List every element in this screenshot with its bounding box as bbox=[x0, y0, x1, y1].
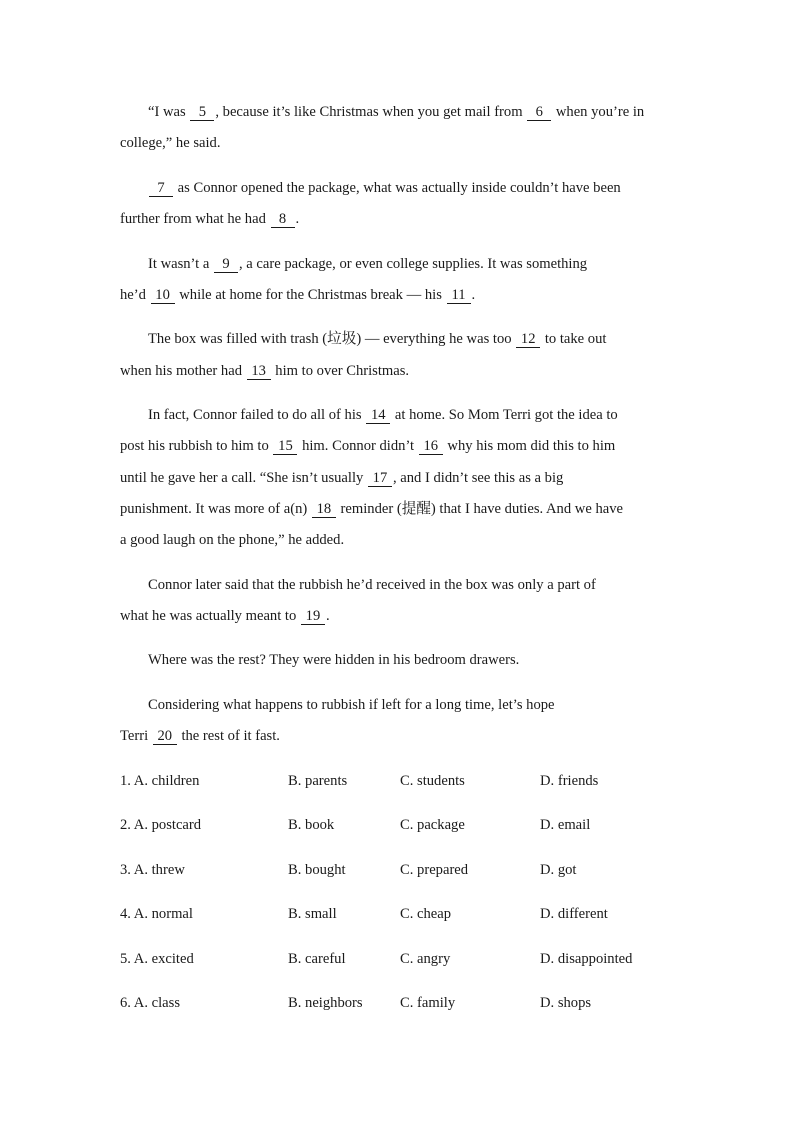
text: why his mom did this to him bbox=[443, 438, 616, 454]
text: when his mother had bbox=[120, 363, 246, 379]
paragraph-2-line-1 bbox=[148, 179, 621, 197]
text: , because it’s like Christmas when you get mail from bbox=[215, 104, 527, 120]
question-5-options bbox=[120, 950, 680, 968]
blank-6: 6 bbox=[527, 105, 551, 121]
paragraph-8-line-1: Considering what happens to rubbish if left for a long time, let’s hope bbox=[148, 697, 555, 713]
paragraph-3-line-1 bbox=[148, 255, 587, 273]
question-2-option-a: 2. A. postcard bbox=[120, 817, 202, 833]
text: The box was filled with trash (垃圾) — everything he was too bbox=[148, 331, 516, 347]
question-4-option-d: D. different bbox=[540, 906, 608, 922]
blank-20: 20 bbox=[153, 729, 177, 745]
paragraph-5-line-2 bbox=[120, 437, 615, 455]
blank-16: 16 bbox=[419, 439, 443, 455]
text: It wasn’t a bbox=[148, 256, 213, 272]
text: “I was bbox=[148, 104, 190, 120]
blank-13: 13 bbox=[247, 364, 271, 380]
blank-9: 9 bbox=[214, 257, 238, 273]
paragraph-5-line-3 bbox=[120, 469, 563, 487]
question-6-options bbox=[120, 994, 680, 1012]
question-4-option-a: 4. A. normal bbox=[120, 906, 193, 922]
text: the rest of it fast. bbox=[177, 728, 280, 744]
text: while at home for the Christmas break — his bbox=[175, 287, 446, 303]
question-5-option-a: 5. A. excited bbox=[120, 951, 194, 967]
paragraph-5-line-1 bbox=[148, 406, 618, 424]
question-3-option-b: B. bought bbox=[288, 862, 346, 878]
question-4-option-c: C. cheap bbox=[400, 906, 452, 922]
paragraph-7-line-1: Where was the rest? They were hidden in his bedroom drawers. bbox=[148, 652, 520, 668]
question-1-options bbox=[120, 772, 680, 790]
question-2-option-c: C. package bbox=[400, 817, 465, 833]
text: him. Connor didn’t bbox=[298, 438, 418, 454]
paragraph-2-line-2 bbox=[120, 210, 299, 228]
text: him to over Christmas. bbox=[271, 363, 410, 379]
text: punishment. It was more of a(n) bbox=[120, 501, 311, 517]
question-3-option-a: 3. A. threw bbox=[120, 862, 185, 878]
question-5-option-d: D. disappointed bbox=[540, 951, 633, 967]
blank-10: 10 bbox=[151, 288, 175, 304]
text: what he was actually meant to bbox=[120, 608, 300, 624]
text: at home. So Mom Terri got the idea to bbox=[391, 407, 618, 423]
question-1-option-b: B. parents bbox=[288, 773, 348, 789]
question-5-option-b: B. careful bbox=[288, 951, 346, 967]
blank-11: 11 bbox=[447, 288, 471, 304]
question-3-options bbox=[120, 861, 680, 879]
question-1-option-a: 1. A. children bbox=[120, 773, 200, 789]
text: reminder (提醒) that I have duties. And we have bbox=[336, 501, 624, 517]
question-5-option-c: C. angry bbox=[400, 951, 451, 967]
text: as Connor opened the package, what was actually inside couldn’t have been bbox=[174, 180, 621, 196]
text: . bbox=[295, 211, 300, 227]
blank-8: 8 bbox=[271, 212, 295, 228]
paragraph-6-line-2 bbox=[120, 607, 330, 625]
question-2-option-b: B. book bbox=[288, 817, 335, 833]
text: to take out bbox=[541, 331, 607, 347]
paragraph-5-line-5: a good laugh on the phone,” he added. bbox=[120, 532, 345, 548]
blank-14: 14 bbox=[366, 408, 390, 424]
blank-5: 5 bbox=[190, 105, 214, 121]
text: when you’re in bbox=[552, 104, 645, 120]
question-1-option-d: D. friends bbox=[540, 773, 599, 789]
paragraph-6-line-1: Connor later said that the rubbish he’d received in the box was only a part of bbox=[148, 577, 596, 593]
paragraph-8-line-2 bbox=[120, 727, 280, 745]
question-6-option-a: 6. A. class bbox=[120, 995, 180, 1011]
blank-18: 18 bbox=[312, 502, 336, 518]
blank-7: 7 bbox=[149, 181, 173, 197]
text: , a care package, or even college supplies. It was something bbox=[238, 256, 588, 272]
question-2-options bbox=[120, 816, 680, 834]
paragraph-3-line-2 bbox=[120, 286, 475, 304]
question-6-option-b: B. neighbors bbox=[288, 995, 363, 1011]
paragraph-1-line-1 bbox=[148, 103, 644, 121]
paragraph-4-line-2 bbox=[120, 362, 409, 380]
question-3-option-d: D. got bbox=[540, 862, 577, 878]
question-4-option-b: B. small bbox=[288, 906, 337, 922]
blank-15: 15 bbox=[273, 439, 297, 455]
blank-12: 12 bbox=[516, 332, 540, 348]
blank-17: 17 bbox=[368, 471, 392, 487]
text: In fact, Connor failed to do all of his bbox=[148, 407, 366, 423]
question-1-option-c: C. students bbox=[400, 773, 465, 789]
question-2-option-d: D. email bbox=[540, 817, 591, 833]
text: he’d bbox=[120, 287, 150, 303]
text: . bbox=[325, 608, 330, 624]
question-6-option-c: C. family bbox=[400, 995, 456, 1011]
question-6-option-d: D. shops bbox=[540, 995, 592, 1011]
paragraph-5-line-4 bbox=[120, 500, 623, 518]
text: , and I didn’t see this as a big bbox=[392, 470, 564, 486]
text: post his rubbish to him to bbox=[120, 438, 273, 454]
text: . bbox=[471, 287, 476, 303]
blank-19: 19 bbox=[301, 609, 325, 625]
question-3-option-c: C. prepared bbox=[400, 862, 469, 878]
paragraph-4-line-1 bbox=[148, 330, 606, 348]
text: further from what he had bbox=[120, 211, 270, 227]
text: until he gave her a call. “She isn’t usually bbox=[120, 470, 367, 486]
text: Terri bbox=[120, 728, 152, 744]
paragraph-1-line-2: college,” he said. bbox=[120, 135, 221, 151]
question-4-options bbox=[120, 905, 680, 923]
